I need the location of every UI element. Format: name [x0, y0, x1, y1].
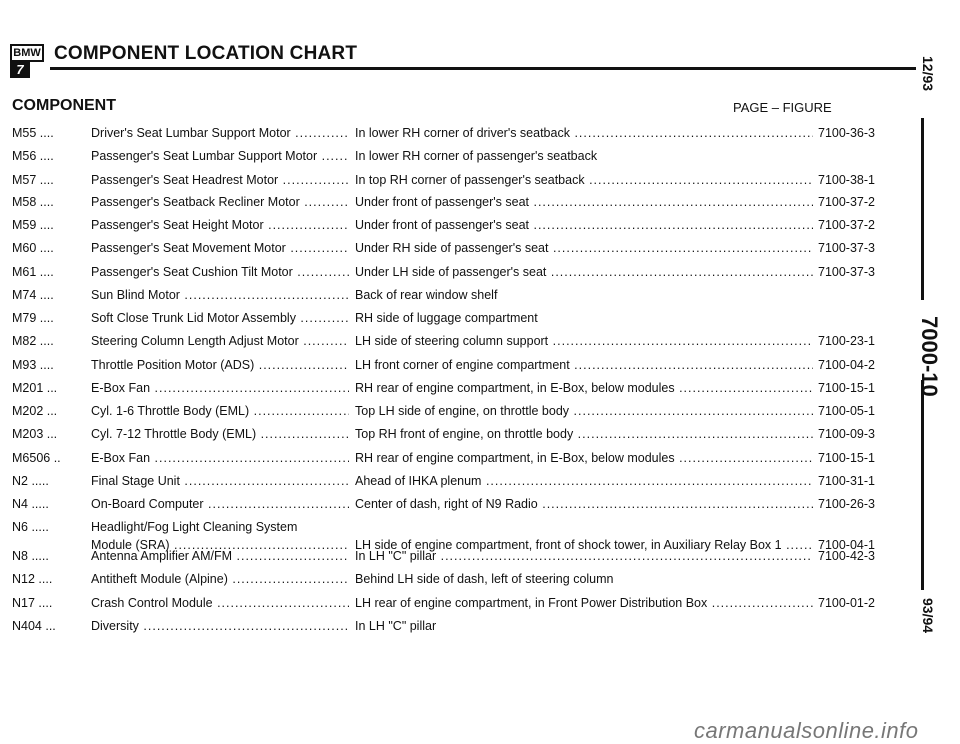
- component-code: M202 ...: [12, 404, 58, 418]
- component-location: In lower RH corner of passenger's seatback: [355, 149, 598, 163]
- component-code: N6 .....: [12, 520, 49, 534]
- page-figure-ref[interactable]: 7100-37-2: [818, 218, 875, 232]
- component-code: M79 ....: [12, 311, 54, 325]
- component-location: In LH "C" pillar: [355, 619, 437, 633]
- table-row: [0, 356, 930, 374]
- component-name: Passenger's Seat Height Motor .....: [91, 218, 349, 232]
- table-row: [0, 332, 930, 350]
- component-code: M74 ....: [12, 288, 54, 302]
- component-code: N2 .....: [12, 474, 49, 488]
- component-name: On-Board Computer .....: [91, 497, 349, 511]
- component-location: LH rear of engine compartment, in Front Power Distribution Box .....: [355, 596, 813, 610]
- table-row: [0, 147, 930, 165]
- table-row: [0, 216, 930, 234]
- page-title: COMPONENT LOCATION CHART: [54, 43, 358, 64]
- table-row-wrap: [0, 518, 930, 536]
- table-row: [0, 239, 930, 257]
- table-row: [0, 193, 930, 211]
- page-figure-ref[interactable]: 7100-36-3: [818, 126, 875, 140]
- component-code: M55 ....: [12, 126, 54, 140]
- table-row: [0, 594, 930, 612]
- column-header-page-figure: PAGE – FIGURE: [733, 100, 832, 115]
- component-name: Final Stage Unit .....: [91, 474, 349, 488]
- component-location: Ahead of IHKA plenum .....: [355, 474, 813, 488]
- table-row: [0, 309, 930, 327]
- logo-bottom-text: 7: [10, 62, 30, 78]
- component-name: Passenger's Seat Movement Motor .....: [91, 241, 349, 255]
- component-location: In top RH corner of passenger's seatback .....: [355, 173, 813, 187]
- component-name: Soft Close Trunk Lid Motor Assembly .....: [91, 311, 349, 325]
- page-figure-ref[interactable]: 7100-37-3: [818, 265, 875, 279]
- component-location: RH rear of engine compartment, in E-Box, below modules .....: [355, 451, 813, 465]
- component-name: Antenna Amplifier AM/FM .....: [91, 549, 349, 563]
- table-row: [0, 402, 930, 420]
- component-location: LH front corner of engine compartment .....: [355, 358, 813, 372]
- component-name: Headlight/Fog Light Cleaning System: [91, 520, 298, 534]
- component-name: E-Box Fan .....: [91, 451, 349, 465]
- side-date-top: 12/93: [920, 56, 936, 92]
- component-name: Passenger's Seat Cushion Tilt Motor .....: [91, 265, 349, 279]
- component-location: Under RH side of passenger's seat .....: [355, 241, 813, 255]
- page-figure-ref[interactable]: 7100-42-3: [818, 549, 875, 563]
- component-name: Passenger's Seatback Recliner Motor .....: [91, 195, 349, 209]
- table-row: [0, 472, 930, 490]
- page-figure-ref[interactable]: 7100-15-1: [818, 451, 875, 465]
- page-figure-ref[interactable]: 7100-37-3: [818, 241, 875, 255]
- component-name: Sun Blind Motor .....: [91, 288, 349, 302]
- component-name: Antitheft Module (Alpine) .....: [91, 572, 349, 586]
- component-code: N4 .....: [12, 497, 49, 511]
- component-code: M56 ....: [12, 149, 54, 163]
- side-bar-lower: [921, 380, 924, 590]
- component-location: Top LH side of engine, on throttle body .....: [355, 404, 813, 418]
- component-name: Diversity .....: [91, 619, 349, 633]
- table-row: [0, 425, 930, 443]
- page-figure-ref[interactable]: 7100-05-1: [818, 404, 875, 418]
- component-location: In LH "C" pillar .....: [355, 549, 813, 563]
- component-location: Under LH side of passenger's seat .....: [355, 265, 813, 279]
- component-code: M82 ....: [12, 334, 54, 348]
- component-name: Passenger's Seat Lumbar Support Motor .....: [91, 149, 349, 163]
- component-name: Cyl. 7-12 Throttle Body (EML) .....: [91, 427, 349, 441]
- page-figure-ref[interactable]: 7100-09-3: [818, 427, 875, 441]
- component-code: M203 ...: [12, 427, 58, 441]
- component-name: Passenger's Seat Headrest Motor .....: [91, 173, 349, 187]
- component-location: Center of dash, right of N9 Radio .....: [355, 497, 813, 511]
- page-figure-ref[interactable]: 7100-23-1: [818, 334, 875, 348]
- component-name: Steering Column Length Adjust Motor .....: [91, 334, 349, 348]
- page-figure-ref[interactable]: 7100-38-1: [818, 173, 875, 187]
- component-location: Under front of passenger's seat .....: [355, 195, 813, 209]
- component-code: N17 ....: [12, 596, 53, 610]
- page-figure-ref[interactable]: 7100-37-2: [818, 195, 875, 209]
- component-code: N8 .....: [12, 549, 49, 563]
- component-code: M60 ....: [12, 241, 54, 255]
- component-code: M57 ....: [12, 173, 54, 187]
- footer-watermark: carmanualsonline.info: [694, 718, 919, 743]
- table-row: [0, 617, 930, 635]
- component-code: M201 ...: [12, 381, 58, 395]
- table-row: [0, 495, 930, 513]
- component-location: Back of rear window shelf: [355, 288, 498, 302]
- table-row: [0, 286, 930, 304]
- table-row: [0, 547, 930, 565]
- component-code: M93 ....: [12, 358, 54, 372]
- component-location: Top RH front of engine, on throttle body .....: [355, 427, 813, 441]
- bmw-logo: [10, 44, 46, 78]
- component-code: N12 ....: [12, 572, 53, 586]
- side-date-bottom: 93/94: [920, 598, 936, 634]
- side-page-number: 7000-10: [917, 316, 942, 397]
- table-row: [0, 570, 930, 588]
- component-location: Behind LH side of dash, left of steering column: [355, 572, 614, 586]
- table-row: [0, 263, 930, 281]
- component-name: Throttle Position Motor (ADS) .....: [91, 358, 349, 372]
- page-figure-ref[interactable]: 7100-01-2: [818, 596, 875, 610]
- page-figure-ref[interactable]: 7100-31-1: [818, 474, 875, 488]
- page-figure-ref[interactable]: 7100-15-1: [818, 381, 875, 395]
- component-code: M59 ....: [12, 218, 54, 232]
- component-location: RH rear of engine compartment, in E-Box, below modules .....: [355, 381, 813, 395]
- component-name: Module (SRA) .....: [91, 538, 349, 552]
- table-row: [0, 124, 930, 142]
- component-location: LH side of steering column support .....: [355, 334, 813, 348]
- side-bar-upper: [921, 118, 924, 300]
- component-location: LH side of engine compartment, front of shock tower, in Auxiliary Relay Box 1 .....: [355, 538, 813, 552]
- component-name: E-Box Fan .....: [91, 381, 349, 395]
- page-figure-ref[interactable]: 7100-04-2: [818, 358, 875, 372]
- header-rule: [50, 67, 916, 70]
- component-code: M58 ....: [12, 195, 54, 209]
- table-row: [0, 379, 930, 397]
- table-row: [0, 171, 930, 189]
- logo-top-text: BMW: [10, 44, 44, 62]
- page-figure-ref[interactable]: 7100-26-3: [818, 497, 875, 511]
- component-location: In lower RH corner of driver's seatback .....: [355, 126, 813, 140]
- component-code: M61 ....: [12, 265, 54, 279]
- component-code: M6506 ..: [12, 451, 61, 465]
- component-name: Driver's Seat Lumbar Support Motor .....: [91, 126, 349, 140]
- page-figure-ref[interactable]: 7100-04-1: [818, 538, 875, 552]
- component-location: RH side of luggage compartment: [355, 311, 538, 325]
- component-name: Cyl. 1-6 Throttle Body (EML) .....: [91, 404, 349, 418]
- component-code: N404 ...: [12, 619, 56, 633]
- component-location: Under front of passenger's seat .....: [355, 218, 813, 232]
- component-name: Crash Control Module .....: [91, 596, 349, 610]
- column-header-component: COMPONENT: [12, 97, 116, 114]
- table-row: [0, 449, 930, 467]
